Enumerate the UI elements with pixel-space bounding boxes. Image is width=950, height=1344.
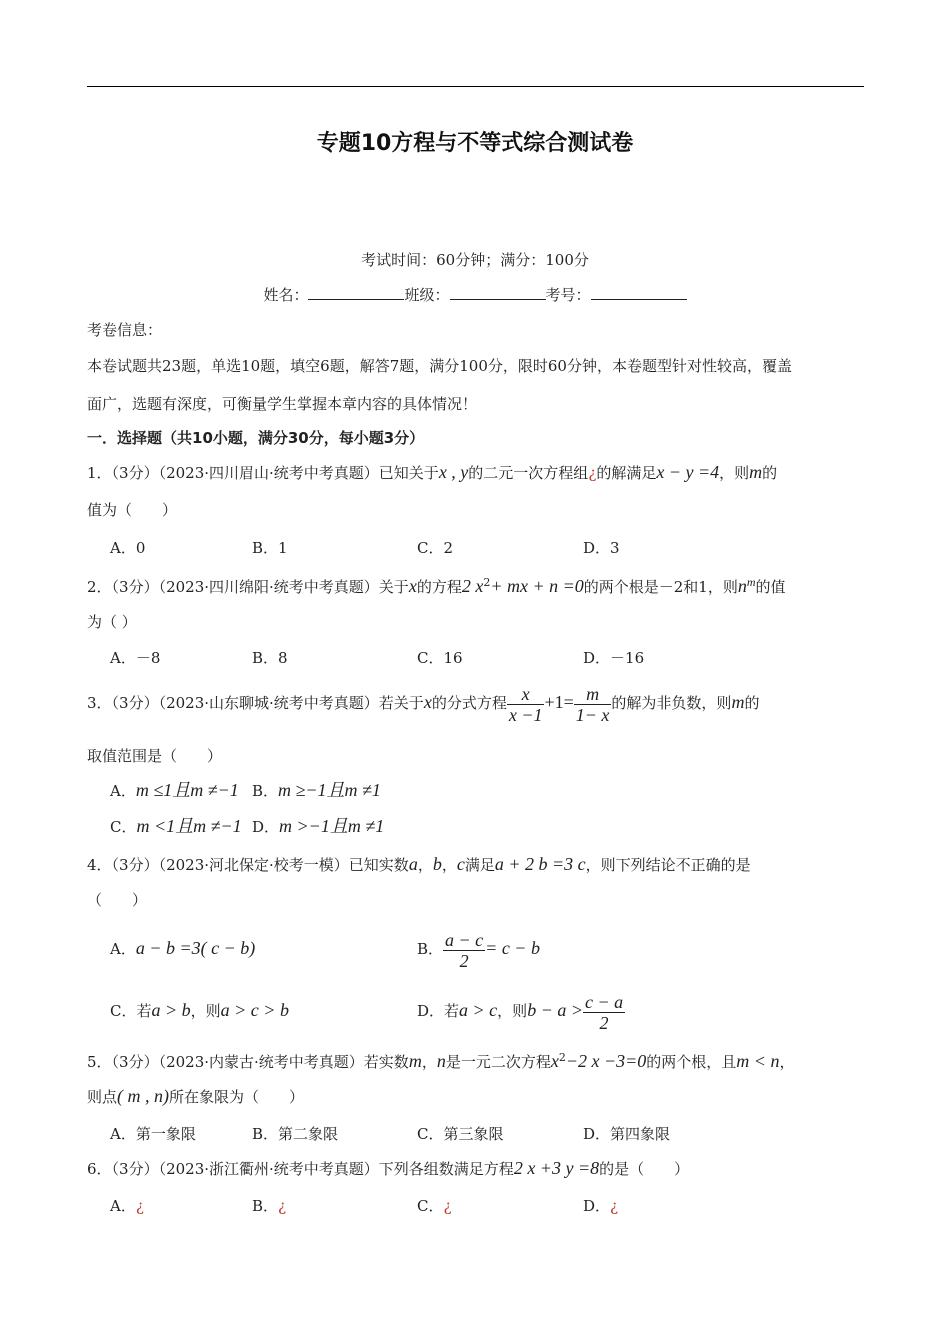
exam-time-line: 考试时间：60分钟；满分：100分 xyxy=(361,251,589,269)
question-6-option-c[interactable]: C．¿ xyxy=(417,1197,452,1215)
question-1: 1．（3分）（2023·四川眉山·统考中考真题）已知关于x , y的二元一次方程组¿的解满足x − y =4，则m的 xyxy=(87,462,778,482)
question-3-option-b[interactable]: B．m ≥−1且m ≠1 xyxy=(252,780,381,800)
missing-glyph: ¿ xyxy=(610,1197,619,1215)
missing-glyph: ¿ xyxy=(135,1197,144,1215)
notes-line-2: 面广，选题有深度，可衡量学生掌握本章内容的具体情况！ xyxy=(87,395,478,413)
question-5-option-b[interactable]: B．第二象限 xyxy=(252,1125,339,1143)
question-1-line2: 值为（ ） xyxy=(87,501,178,519)
question-6-option-d[interactable]: D．¿ xyxy=(583,1197,619,1215)
question-2-option-c[interactable]: C．16 xyxy=(417,649,463,667)
name-label: 姓名： xyxy=(263,286,309,304)
question-3-option-c[interactable]: C．m <1且m ≠−1 xyxy=(110,816,242,836)
question-4-option-d[interactable]: D．若a > c，则b − a > $\frac{c - a}{2}$ xyxy=(417,991,624,1033)
question-5: 5．（3分）（2023·内蒙古·统考中考真题）若实数m，n是一元二次方程$x^2-2$ x −3=0的两个根，且m < n， xyxy=(87,1051,795,1071)
missing-glyph: ¿ xyxy=(443,1197,452,1215)
question-3-line2: 取值范围是（ ） xyxy=(87,747,223,765)
question-5-option-d[interactable]: D．第四象限 xyxy=(583,1125,671,1143)
question-4-option-a[interactable]: A．a − b =3( c − b) xyxy=(110,938,256,958)
question-3-option-a[interactable]: A．m ≤1且m ≠−1 xyxy=(110,780,239,800)
question-6: 6．（3分）（2023·浙江衢州·统考中考真题）下列各组数满足方程2 x +3 y =8的是（ ） xyxy=(87,1158,690,1178)
question-4: 4．（3分）（2023·河北保定·校考一模）已知实数a，b，c满足a + 2 b =3 c，则下列结论不正确的是 xyxy=(87,854,751,874)
section-heading: 一．选择题（共10小题，满分30分，每小题3分） xyxy=(87,429,425,447)
question-2-option-b[interactable]: B．8 xyxy=(252,649,288,667)
missing-glyph: ¿ xyxy=(278,1197,287,1215)
question-5-line2: 则点( m , n)所在象限为（ ） xyxy=(87,1086,305,1106)
question-4-option-c[interactable]: C．若a > b，则a > c > b xyxy=(110,1000,289,1020)
question-1-option-b[interactable]: B．1 xyxy=(252,539,288,557)
student-info-line xyxy=(0,285,950,305)
question-3-option-d[interactable]: D．m >−1且m ≠1 xyxy=(252,816,385,836)
question-1-option-a[interactable]: A．0 xyxy=(110,539,146,557)
header-rule xyxy=(87,86,864,87)
question-2-option-a[interactable]: A．－8 xyxy=(110,649,161,667)
name-blank[interactable] xyxy=(308,285,404,300)
number-label: 考号： xyxy=(545,286,591,304)
notes-heading: 考卷信息： xyxy=(87,321,163,339)
question-6-option-a[interactable]: A．¿ xyxy=(110,1197,144,1215)
fraction-2: $\frac{m}{1- x}$ xyxy=(575,683,610,725)
question-6-option-b[interactable]: B．¿ xyxy=(252,1197,287,1215)
question-4-line2: （ ） xyxy=(87,891,148,909)
page-title: 专题10方程与不等式综合测试卷 xyxy=(316,131,634,156)
question-2-line2: 为（ ） xyxy=(87,613,137,631)
question-5-option-a[interactable]: A．第一象限 xyxy=(110,1125,196,1143)
class-label: 班级： xyxy=(404,286,450,304)
fraction-1: $\frac{x}{x -1}$ xyxy=(508,683,543,725)
notes-line-1: 本卷试题共23题，单选10题，填空6题，解答7题，满分100分，限时60分钟，本卷题型针对性较高，覆盖 xyxy=(87,357,792,375)
number-blank[interactable] xyxy=(591,285,687,300)
question-4-option-b[interactable]: B． $\frac{a - c}{2}$ = c − b xyxy=(417,929,540,971)
question-5-option-c[interactable]: C．第三象限 xyxy=(417,1125,504,1143)
class-blank[interactable] xyxy=(450,285,546,300)
question-1-option-d[interactable]: D．3 xyxy=(583,539,620,557)
missing-glyph: ¿ xyxy=(588,464,597,482)
question-1-option-c[interactable]: C．2 xyxy=(417,539,454,557)
question-3: 3．（3分）（2023·山东聊城·统考中考真题）若关于x的分式方程 $\frac{x}{x -1}$ +1= $\frac{m}{1- x}$ 的解为非负数，则m的 xyxy=(87,683,760,725)
question-2: 2．（3分）（2023·四川绵阳·统考中考真题）关于x的方程2 $x^2+$ mx + n =0的两个根是－2和1，则$n^m$的值 xyxy=(87,575,786,596)
question-2-option-d[interactable]: D．－16 xyxy=(583,649,645,667)
